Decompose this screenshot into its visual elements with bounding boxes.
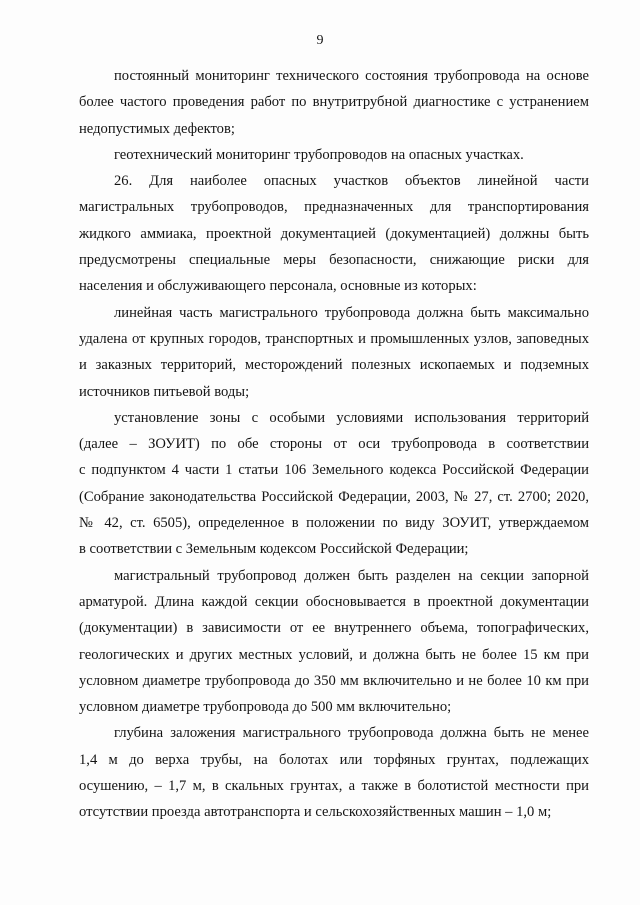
text-line: (документации) в зависимости от ее внутреннего объема, топографических, [79, 620, 589, 637]
paragraph [79, 405, 589, 563]
text-line: условном диаметре трубопровода до 350 мм включительно и не более 10 км при [79, 672, 589, 689]
text-line: в соответствии с Земельным кодексом Российской Федерации; [79, 541, 469, 558]
text-line: магистральный трубопровод должен быть разделен на секции запорной [114, 567, 589, 584]
text-line: геотехнический мониторинг трубопроводов на опасных участках. [114, 146, 524, 163]
text-line: осушению, – 1,7 м, в скальных грунтах, а также в болотистой местности при [79, 778, 589, 795]
text-line: жидкого аммиака, проектной документацией (документацией) должны быть [79, 225, 589, 242]
text-line: удалена от крупных городов, транспортных и промышленных узлов, заповедных [79, 330, 589, 347]
text-line: геологических и других местных условий, и должна быть не более 15 км при [79, 646, 589, 663]
text-line: условном диаметре трубопровода до 500 мм включительно; [79, 699, 452, 716]
text-line: отсутствии проезда автотранспорта и сельскохозяйственных машин – 1,0 м; [79, 804, 552, 821]
text-line: с подпунктом 4 части 1 статьи 106 Земельного кодекса Российской Федерации [79, 462, 589, 479]
text-line: арматурой. Длина каждой секции обосновывается в проектной документации [79, 593, 589, 610]
text-line: (далее – ЗОУИТ) по обе стороны от оси трубопровода в соответствии [79, 436, 589, 453]
text-line: 26. Для наиболее опасных участков объектов линейной части [114, 173, 589, 190]
paragraph [79, 63, 589, 142]
text-line: установление зоны с особыми условиями использования территорий [114, 409, 589, 426]
text-line: недопустимых дефектов; [79, 120, 235, 137]
paragraph [79, 142, 589, 168]
text-line: № 42, ст. 6505), определенное в положении по виду ЗОУИТ, утверждаемом [79, 515, 589, 532]
text-line: предусмотрены специальные меры безопасности, снижающие риски для [79, 252, 589, 269]
text-line: постоянный мониторинг технического состояния трубопровода на основе [114, 68, 589, 84]
paragraph [79, 300, 589, 405]
text-line: более частого проведения работ по внутритрубной диагностике с устранением [79, 94, 589, 111]
paragraph [79, 563, 589, 721]
text-line: и заказных территорий, месторождений полезных ископаемых и подземных [79, 357, 589, 374]
text-line: магистральных трубопроводов, предназначенных для транспортирования [79, 199, 589, 216]
paragraph [79, 720, 589, 825]
paragraph [79, 168, 589, 299]
page-number: 9 [316, 33, 324, 48]
text-line: глубина заложения магистрального трубопровода должна быть не менее [114, 725, 589, 742]
text-line: населения и обслуживающего персонала, основные из которых: [79, 278, 477, 295]
text-line: (Собрание законодательства Российской Федерации, 2003, № 27, ст. 2700; 2020, [79, 488, 589, 505]
text-line: линейная часть магистрального трубопровода должна быть максимально [114, 304, 589, 321]
text-line: 1,4 м до верха трубы, на болотах или торфяных грунтах, подлежащих [79, 751, 589, 768]
text-line: источников питьевой воды; [79, 383, 250, 400]
document-body [79, 63, 589, 826]
